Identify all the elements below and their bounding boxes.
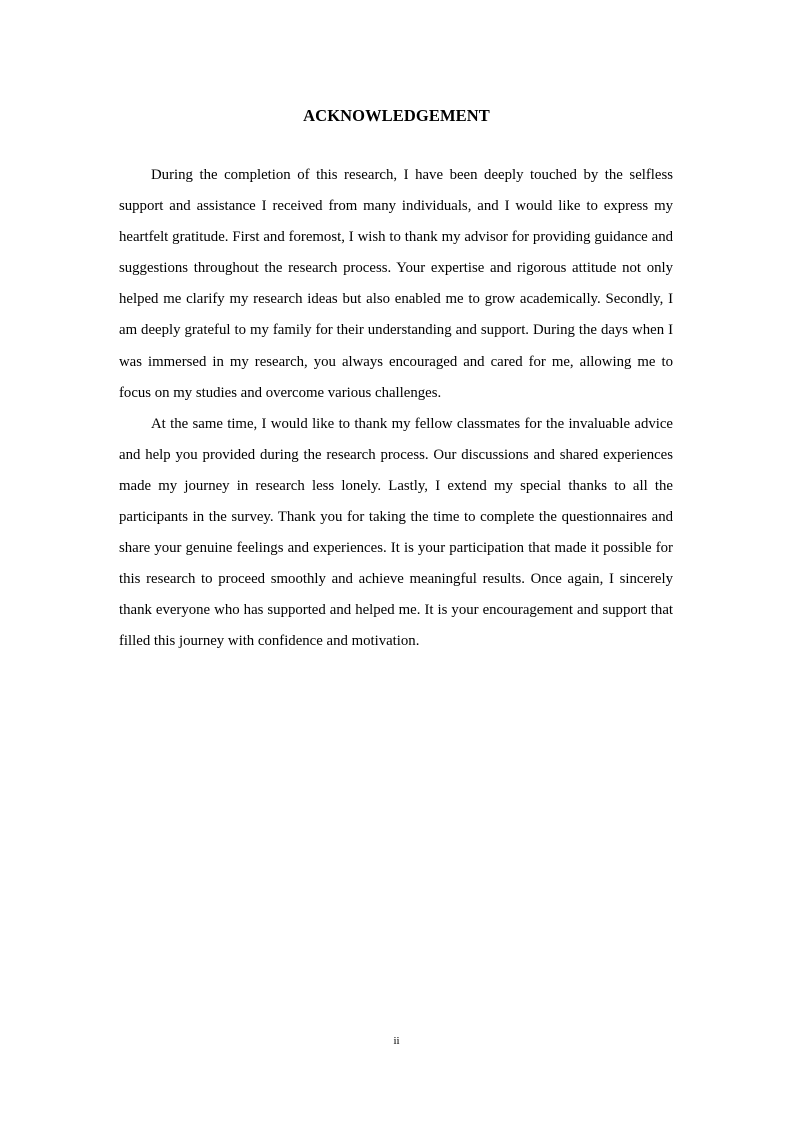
paragraph-1: During the completion of this research, I have been deeply touched by the selfless support and assistance I received from many individuals, and I would like to express my heartfelt gratitude. First and foremost, I wish to thank my advisor for providing guidance and suggestions throughout the research process. Your expertise and rigorous attitude not only helped me clarify my research ideas but also enabled me to grow academically. Secondly, I am deeply grateful to my family for their understanding and support. During the days when I was immersed in my research, you always encouraged and cared for me, allowing me to focus on my studies and overcome various challenges. bbox=[119, 167, 673, 401]
page-number: ii bbox=[393, 1035, 400, 1047]
acknowledgement-body bbox=[119, 160, 673, 658]
page-title: ACKNOWLEDGEMENT bbox=[303, 106, 490, 125]
paragraph-2: At the same time, I would like to thank my fellow classmates for the invaluable advice and help you provided during the research process. Our discussions and shared experiences made my journey in research less lonely. Lastly, I extend my special thanks to all the participants in the survey. Thank you for taking the time to complete the questionnaires and share your genuine feelings and experiences. It is your participation that made it possible for this research to proceed smoothly and achieve meaningful results. Once again, I sincerely thank everyone who has supported and helped me. It is your encouragement and support that filled this journey with confidence and motivation. bbox=[119, 415, 673, 650]
